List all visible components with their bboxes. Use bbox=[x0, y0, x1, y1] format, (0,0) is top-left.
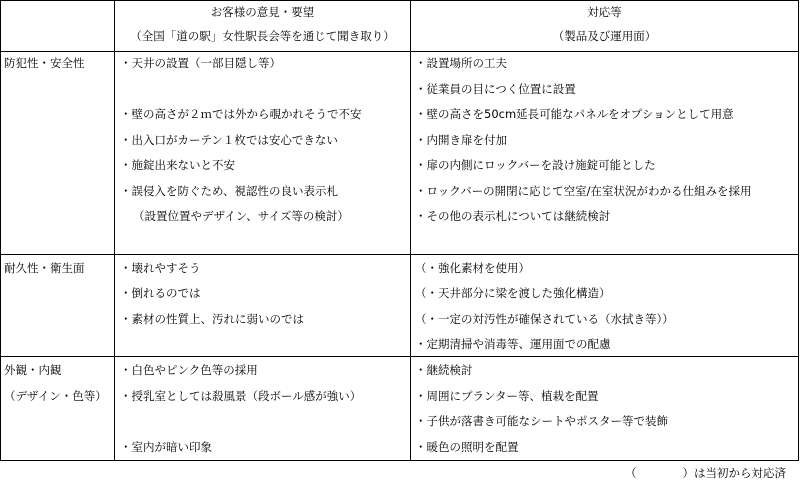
table-column-divider-1 bbox=[114, 0, 115, 461]
response-item: ・その他の表示札については継続検討 bbox=[415, 209, 611, 223]
footnote: （ ）は当初から対応済 bbox=[625, 466, 786, 480]
response-item: ・設置場所の工夫 bbox=[415, 56, 507, 70]
response-item: ・内開き扉を付加 bbox=[415, 133, 507, 147]
opinion-item: ・出入口がカーテン１枚では安心できない bbox=[120, 133, 338, 147]
opinion-item: ・誤侵入を防ぐため、視認性の良い表示札 bbox=[120, 184, 339, 198]
table-border-right bbox=[798, 0, 799, 461]
table-column-divider-2 bbox=[410, 0, 411, 461]
response-item: ・定期清掃や消毒等、運用面での配慮 bbox=[415, 337, 611, 351]
opinion-item: ・白色やピンク色等の採用 bbox=[120, 363, 258, 377]
response-item: （・強化素材を使用） bbox=[415, 261, 530, 275]
opinion-item: ・倒れるのでは bbox=[120, 286, 201, 300]
opinions-header-title: お客様の意見・要望 bbox=[210, 5, 315, 19]
opinion-item: ・壁の高さが２ｍでは外から覗かれそうで不安 bbox=[120, 107, 362, 121]
table-border-section-2 bbox=[0, 356, 799, 357]
response-item: ・継続検討 bbox=[415, 363, 473, 377]
opinion-item: ・室内が暗い印象 bbox=[120, 440, 212, 454]
response-item: ・ロックバーの開閉に応じて空室/在室状況がわかる仕組みを採用 bbox=[415, 184, 752, 198]
response-item: ・壁の高さを50cm延長可能なパネルをオプションとして用意 bbox=[415, 107, 734, 121]
response-item: ・従業員の目につく位置に設置 bbox=[415, 82, 576, 96]
opinion-item: ・壊れやすそう bbox=[120, 261, 201, 275]
table-border-left bbox=[0, 0, 1, 461]
category-label-note: （デザイン・色等） bbox=[4, 389, 107, 403]
table-border-header bbox=[0, 51, 799, 52]
table-border-top bbox=[0, 0, 799, 1]
opinion-item-note: （設置位置やデザイン、サイズ等の検討） bbox=[133, 209, 349, 223]
category-label: 耐久性・衛生面 bbox=[4, 261, 85, 275]
opinions-header-subtitle: （全国「道の駅」女性駅長会等を通じて聞き取り） bbox=[130, 29, 395, 43]
opinion-item: ・天井の設置（一部目隠し等） bbox=[120, 56, 281, 70]
response-item: ・扉の内側にロックバーを設け施錠可能とした bbox=[415, 158, 656, 172]
response-item: ・子供が落書き可能なシートやポスター等で装飾 bbox=[415, 414, 668, 428]
response-item: （・天井部分に梁を渡した強化構造） bbox=[415, 286, 611, 300]
category-label: 防犯性・安全性 bbox=[4, 56, 85, 70]
response-item: （・一定の対汚性が確保されている（水拭き等）） bbox=[415, 312, 674, 326]
response-item: ・暖色の照明を配置 bbox=[415, 440, 519, 454]
response-header-subtitle: （製品及び運用面） bbox=[552, 29, 657, 43]
opinion-item: ・施錠出来ないと不安 bbox=[120, 158, 235, 172]
response-item: ・周囲にプランター等、植栽を配置 bbox=[415, 389, 599, 403]
category-label: 外観・内観 bbox=[4, 363, 62, 377]
table-border-bottom bbox=[0, 460, 799, 461]
table-border-section-1 bbox=[0, 254, 799, 255]
response-header-title: 対応等 bbox=[587, 5, 622, 19]
opinion-item: ・授乳室としては殺風景（段ボール感が強い） bbox=[120, 389, 362, 403]
opinion-item: ・素材の性質上、汚れに弱いのでは bbox=[120, 312, 304, 326]
